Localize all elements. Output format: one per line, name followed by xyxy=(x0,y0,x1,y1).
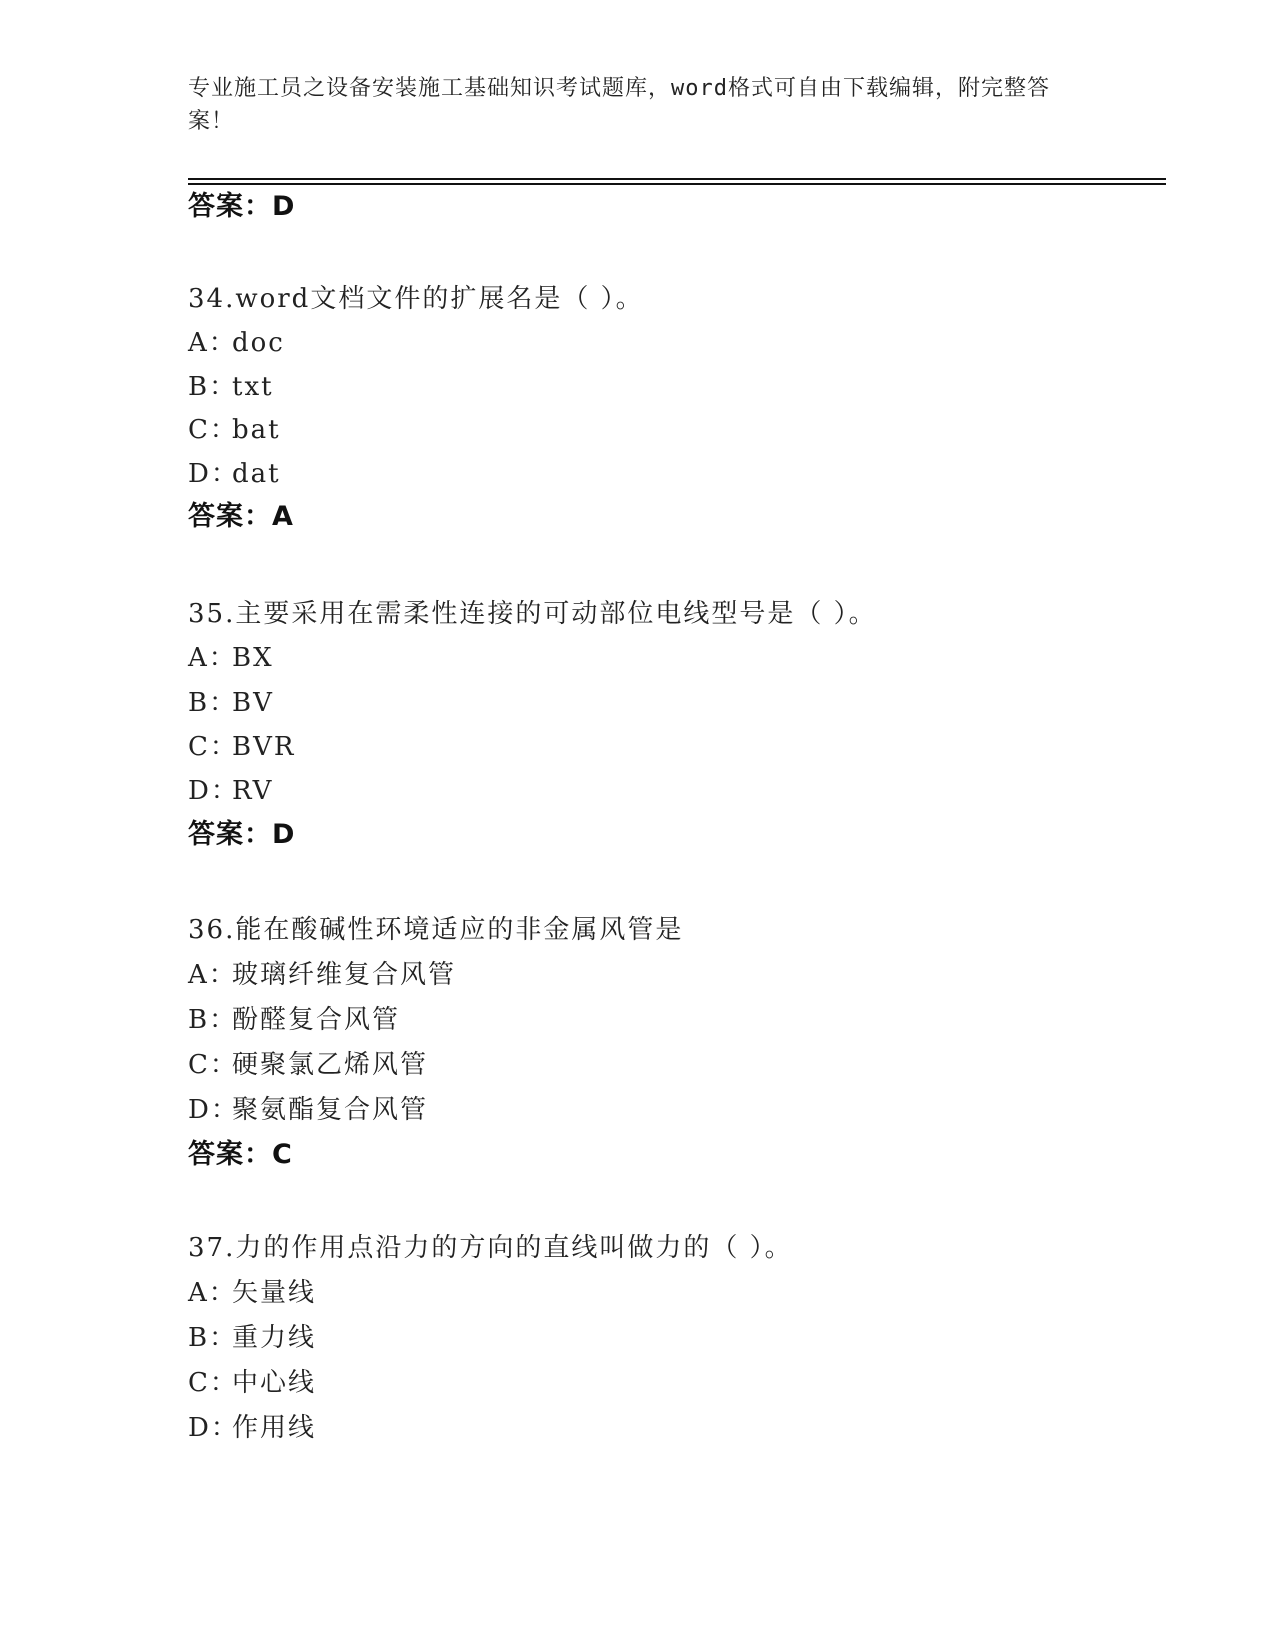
option-text: 作用线 xyxy=(232,1413,317,1443)
answer-q36: 答案：C xyxy=(188,1139,293,1170)
option-letter: C： xyxy=(188,732,238,762)
option-text: RV xyxy=(232,776,274,806)
option-35-a xyxy=(188,642,274,674)
option-letter: C： xyxy=(188,1368,238,1398)
option-text: dat xyxy=(232,459,281,489)
header-divider-top xyxy=(188,178,1166,180)
option-36-a xyxy=(188,959,456,991)
option-37-d xyxy=(188,1412,316,1444)
option-text: BV xyxy=(232,688,274,718)
option-text: BVR xyxy=(232,732,296,762)
option-text: 玻璃纤维复合风管 xyxy=(232,960,457,990)
option-letter: C： xyxy=(188,1050,238,1080)
option-letter: A： xyxy=(188,1278,237,1308)
option-text: 聚氨酯复合风管 xyxy=(232,1095,429,1125)
option-text: 重力线 xyxy=(232,1323,317,1353)
option-text: doc xyxy=(232,328,285,358)
option-37-a xyxy=(188,1277,316,1309)
option-34-a xyxy=(188,327,285,359)
question-stem-37: 37.力的作用点沿力的方向的直线叫做力的（ ）。 xyxy=(188,1233,793,1263)
answer-q35: 答案：D xyxy=(188,819,296,850)
option-36-d xyxy=(188,1094,428,1126)
option-letter: C： xyxy=(188,415,238,445)
header-divider-bottom xyxy=(188,183,1166,185)
option-text: txt xyxy=(232,372,274,402)
question-stem-34: 34.word文档文件的扩展名是（ ）。 xyxy=(188,284,644,314)
option-letter: D： xyxy=(188,459,239,489)
option-36-c xyxy=(188,1049,428,1081)
option-letter: B： xyxy=(188,372,238,402)
option-34-d xyxy=(188,458,281,490)
option-35-c xyxy=(188,731,295,763)
option-text: 硬聚氯乙烯风管 xyxy=(232,1050,429,1080)
option-letter: B： xyxy=(188,688,238,718)
option-text: 矢量线 xyxy=(232,1278,317,1308)
option-letter: B： xyxy=(188,1323,238,1353)
option-letter: D： xyxy=(188,1095,239,1125)
answer-q33: 答案：D xyxy=(188,191,296,222)
question-stem-35: 35.主要采用在需柔性连接的可动部位电线型号是（ ）。 xyxy=(188,599,877,629)
option-34-c xyxy=(188,414,281,446)
option-letter: A： xyxy=(188,328,237,358)
option-text: BX xyxy=(232,643,274,673)
option-37-c xyxy=(188,1367,316,1399)
option-36-b xyxy=(188,1004,400,1036)
option-letter: B： xyxy=(188,1005,238,1035)
question-stem-36: 36.能在酸碱性环境适应的非金属风管是 xyxy=(188,915,684,945)
option-letter: A： xyxy=(188,960,237,990)
option-34-b xyxy=(188,371,274,403)
option-35-b xyxy=(188,687,274,719)
answer-q34: 答案：A xyxy=(188,501,294,532)
option-letter: D： xyxy=(188,1413,239,1443)
option-text: bat xyxy=(232,415,281,445)
option-letter: D： xyxy=(188,776,239,806)
option-letter: A： xyxy=(188,643,237,673)
document-header: 专业施工员之设备安装施工基础知识考试题库，word格式可自由下载编辑，附完整答案！ xyxy=(188,76,1050,134)
option-37-b xyxy=(188,1322,316,1354)
option-text: 中心线 xyxy=(232,1368,317,1398)
option-35-d xyxy=(188,775,273,807)
option-text: 酚醛复合风管 xyxy=(232,1005,401,1035)
